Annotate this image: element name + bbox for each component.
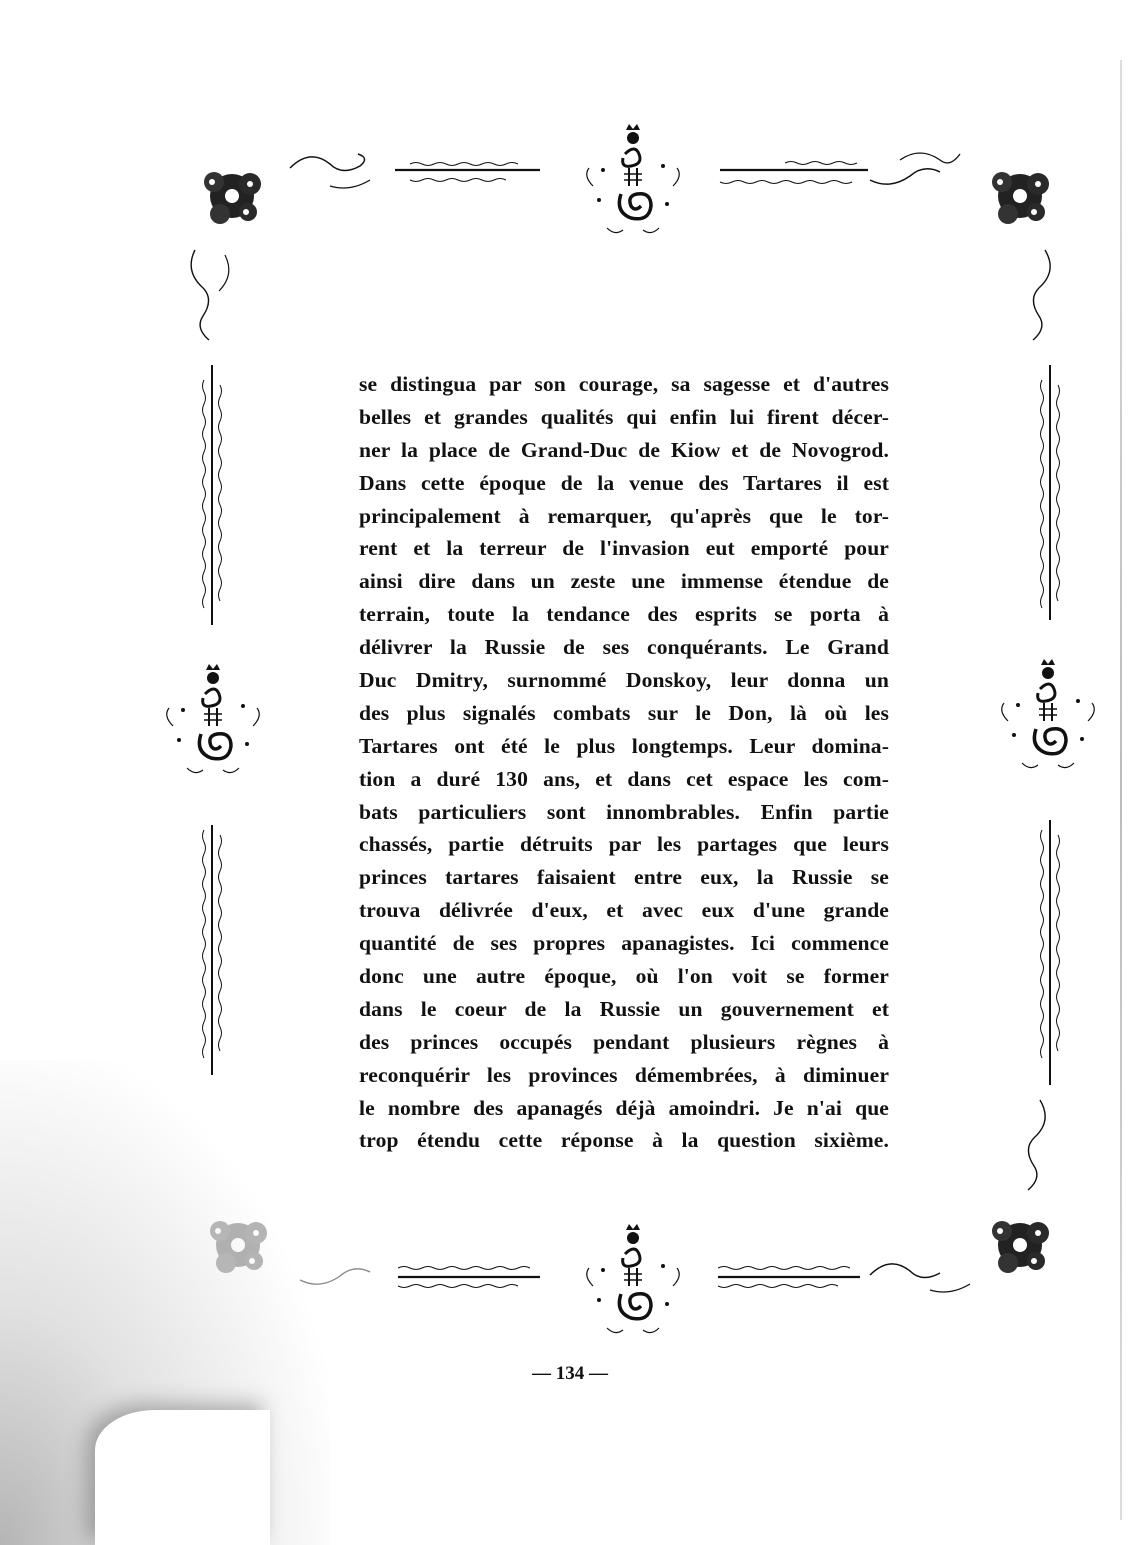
text-line: Tartares ont été le plus longtemps. Leur domina- xyxy=(359,733,889,758)
text-line: ner la place de Grand-Duc de Kiow et de Novogrod. xyxy=(359,437,889,462)
text-line: bats particuliers sont innombrables. Enfin partie xyxy=(359,799,889,824)
text-line: Dans cette époque de la venue des Tartares il est xyxy=(359,470,889,495)
page-body-text xyxy=(359,368,889,1157)
text-line: princes tartares faisaient entre eux, la Russie se xyxy=(359,865,889,890)
text-line: délivrer la Russie de ses conquérants. Le Grand xyxy=(359,635,889,660)
text-line: chassés, partie détruits par les partages que leurs xyxy=(359,832,889,857)
text-line: des plus signalés combats sur le Don, là où les xyxy=(359,700,889,725)
text-line: ainsi dire dans un zeste une immense étendue de xyxy=(359,569,889,594)
text-line: se distingua par son courage, sa sagesse et d'autres xyxy=(359,372,889,396)
text-line: terrain, toute la tendance des esprits se porta à xyxy=(359,602,889,627)
text-line: quantité de ses propres apanagistes. Ici commence xyxy=(359,931,889,956)
text-line: donc une autre époque, où l'on voit se former xyxy=(359,964,889,989)
text-line: principalement à remarquer, qu'après que le tor- xyxy=(359,503,889,528)
text-line: le nombre des apanagés déjà amoindri. Je n'ai que xyxy=(359,1095,889,1120)
page-number: — 134 — xyxy=(532,1363,608,1384)
text-line: trop étendu cette réponse à la question sixième. xyxy=(359,1128,889,1153)
text-line: belles et grandes qualités qui enfin lui firent décer- xyxy=(359,404,889,429)
text-line: Duc Dmitry, surnommé Donskoy, leur donna un xyxy=(359,668,889,693)
text-line: dans le coeur de la Russie un gouvernement et xyxy=(359,996,889,1021)
text-line: reconquérir les provinces démembrées, à diminuer xyxy=(359,1062,889,1087)
text-line: des princes occupés pendant plusieurs règnes à xyxy=(359,1029,889,1054)
text-line: trouva délivrée d'eux, et avec eux d'une grande xyxy=(359,898,889,923)
scan-notch xyxy=(95,1410,270,1545)
text-line: tion a duré 130 ans, et dans cet espace les com- xyxy=(359,766,889,791)
text-line: rent et la terreur de l'invasion eut emporté pour xyxy=(359,536,889,561)
